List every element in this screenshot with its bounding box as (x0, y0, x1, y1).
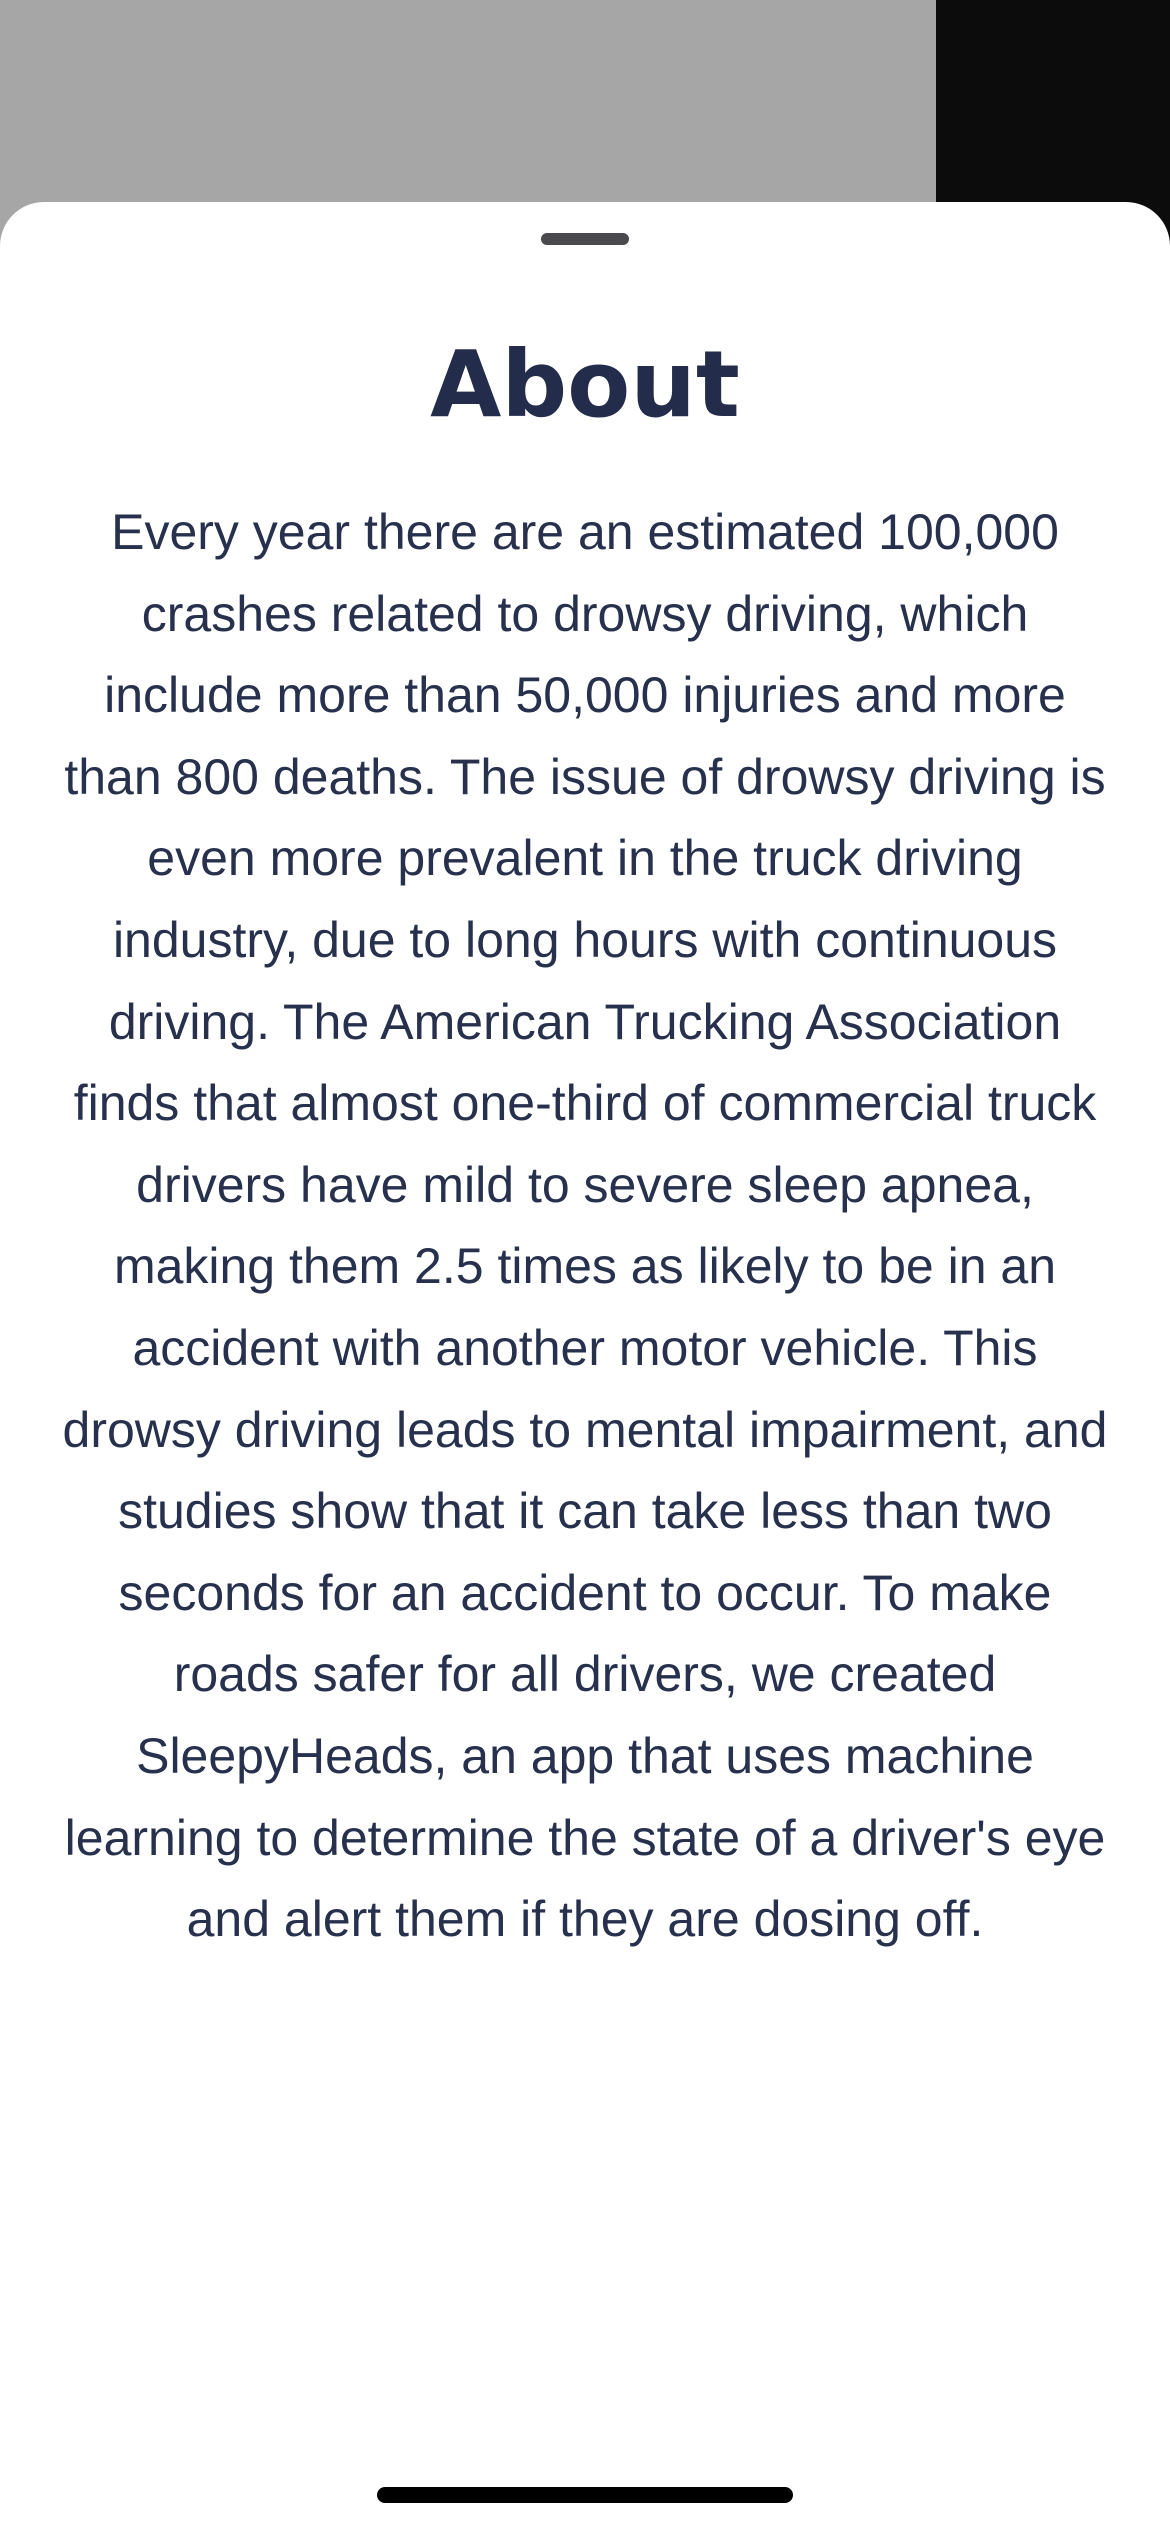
sheet-drag-handle[interactable] (541, 233, 629, 245)
about-bottom-sheet (0, 202, 1170, 2532)
about-description: Every year there are an estimated 100,000 crashes related to drowsy driving, which include more than 50,000 injuries and more than 800 deaths. The issue of drowsy driving is even more prevalent in the truck driving industry, due to long hours with continuous driving. The American Trucking Association finds that almost one-third of commercial truck drivers have mild to severe sleep apnea, making them 2.5 times as likely to be in an accident with another motor vehicle. This drowsy driving leads to mental impairment, and studies show that it can take less than two seconds for an accident to occur. To make roads safer for all drivers, we created SleepyHeads, an app that uses machine learning to determine the state of a driver's eye and alert them if they are dosing off. (62, 504, 1108, 1948)
sheet-title: About (430, 331, 740, 438)
home-indicator[interactable] (377, 2487, 793, 2503)
